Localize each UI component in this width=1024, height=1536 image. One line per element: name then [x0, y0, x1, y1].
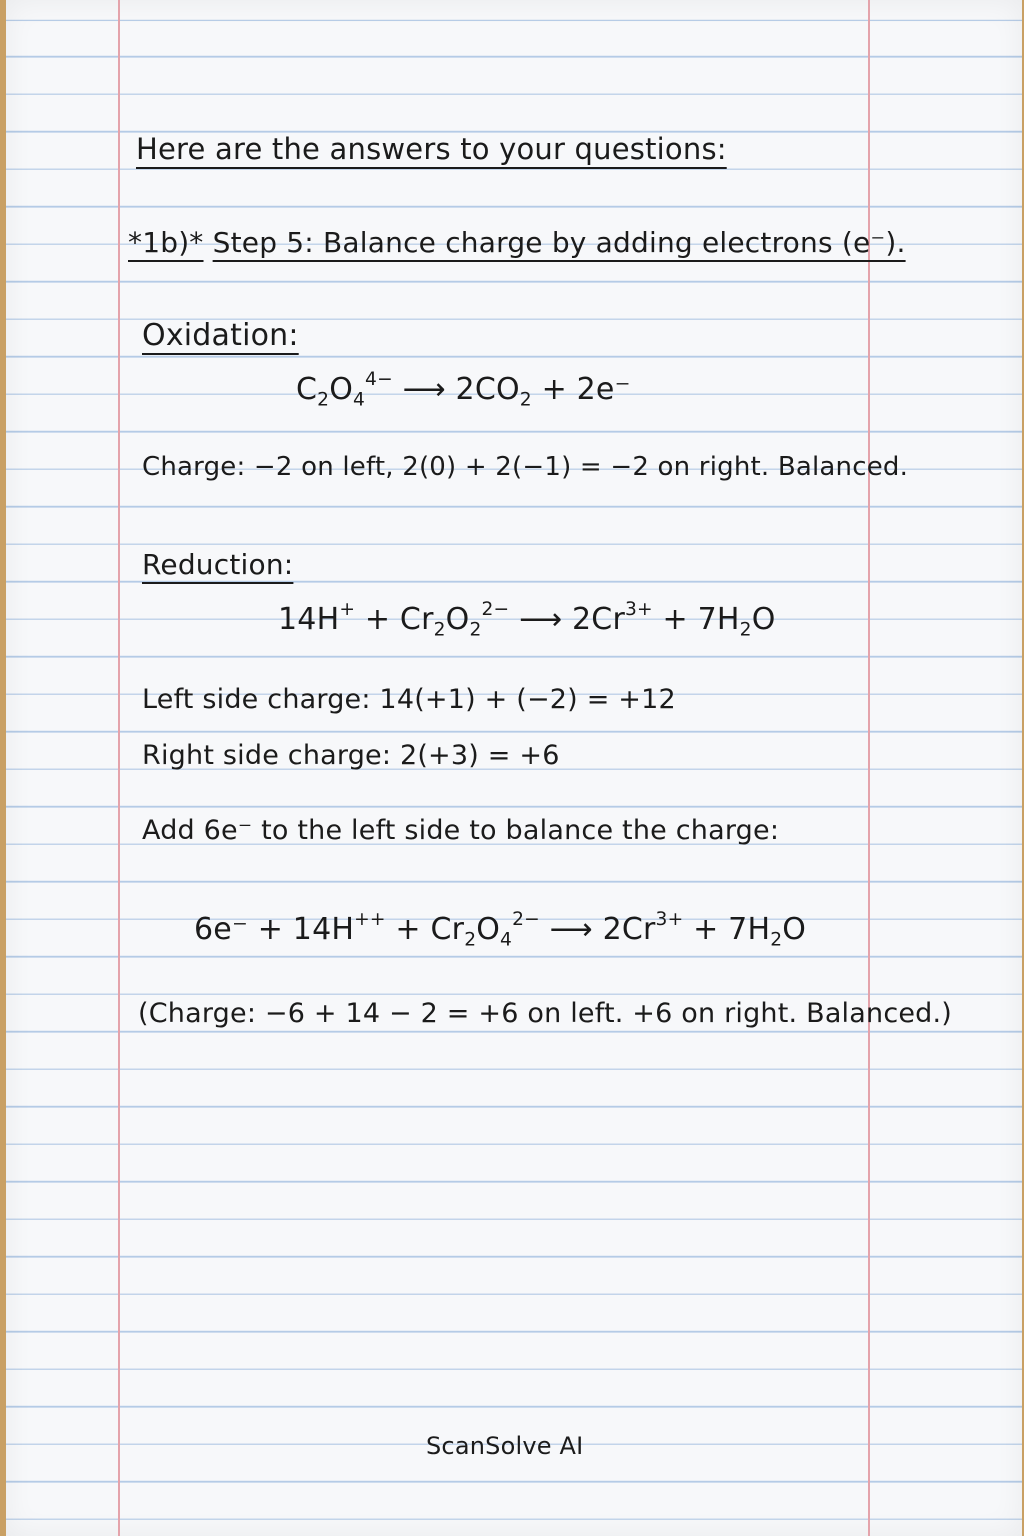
- notebook-paper: [6, 0, 1022, 1536]
- balanced-reduction-equation: [194, 909, 807, 951]
- red-cr-sub: 2: [433, 619, 446, 641]
- reduction-label: Reduction:: [142, 548, 294, 581]
- step-heading: [128, 226, 906, 259]
- final-water: + 7H: [683, 912, 771, 947]
- final-arrow-cr: ⟶ 2Cr: [539, 912, 656, 947]
- red-o-charge: 2−: [481, 599, 510, 621]
- right-side-charge: Right side charge: 2(+3) = +6: [142, 740, 560, 771]
- red-h: 14H: [278, 602, 340, 637]
- final-e-h: 6e⁻ + 14H: [194, 912, 355, 947]
- ox-product: 2CO: [455, 372, 520, 407]
- ox-c-sub: 2: [317, 389, 330, 411]
- final-water-end: O: [782, 912, 807, 947]
- final-charge-note: (Charge: −6 + 14 − 2 = +6 on left. +6 on right. Balanced.): [138, 998, 953, 1029]
- final-cr-sub: 2: [464, 929, 477, 951]
- ox-electrons: + 2e⁻: [531, 372, 631, 407]
- page-heading: Here are the answers to your questions:: [136, 132, 727, 166]
- red-water-end: O: [751, 602, 776, 637]
- final-o: O: [476, 912, 501, 947]
- ox-product-sub: 2: [519, 389, 532, 411]
- red-h-charge: +: [339, 599, 356, 621]
- left-side-charge: Left side charge: 14(+1) + (−2) = +12: [142, 684, 676, 715]
- red-o: O: [445, 602, 470, 637]
- left-margin-line: [118, 0, 120, 1536]
- footer-brand: ScanSolve AI: [426, 1432, 584, 1460]
- step-marker: *1b)*: [128, 226, 204, 259]
- red-water: + 7H: [652, 602, 740, 637]
- red-cr-charge: 3+: [624, 599, 653, 621]
- red-water-sub: 2: [739, 619, 752, 641]
- ox-o: O: [329, 372, 354, 407]
- final-o-sub: 4: [500, 929, 513, 951]
- ox-arrow: ⟶: [392, 372, 456, 407]
- final-plus-cr: + Cr: [385, 912, 465, 947]
- red-plus-cr: + Cr: [355, 602, 434, 637]
- ox-c: C: [296, 372, 318, 407]
- oxidation-equation: [296, 369, 631, 411]
- add-electrons-note: Add 6e⁻ to the left side to balance the charge:: [142, 815, 780, 846]
- final-water-sub: 2: [770, 929, 783, 951]
- step-text: Step 5: Balance charge by adding electrons (e⁻).: [212, 226, 906, 259]
- red-arrow-cr: ⟶ 2Cr: [509, 602, 625, 637]
- red-o-sub: 2: [469, 619, 482, 641]
- final-h-charge: ++: [354, 909, 386, 931]
- final-cr-charge: 3+: [655, 909, 684, 931]
- ox-charge-sup: 4−: [365, 369, 393, 391]
- reduction-equation: [278, 599, 776, 641]
- oxidation-label: Oxidation:: [142, 318, 299, 353]
- ox-o-sub: 4: [353, 389, 366, 411]
- oxidation-charge-note: Charge: −2 on left, 2(0) + 2(−1) = −2 on right. Balanced.: [142, 452, 909, 482]
- final-o-charge: 2−: [512, 909, 540, 931]
